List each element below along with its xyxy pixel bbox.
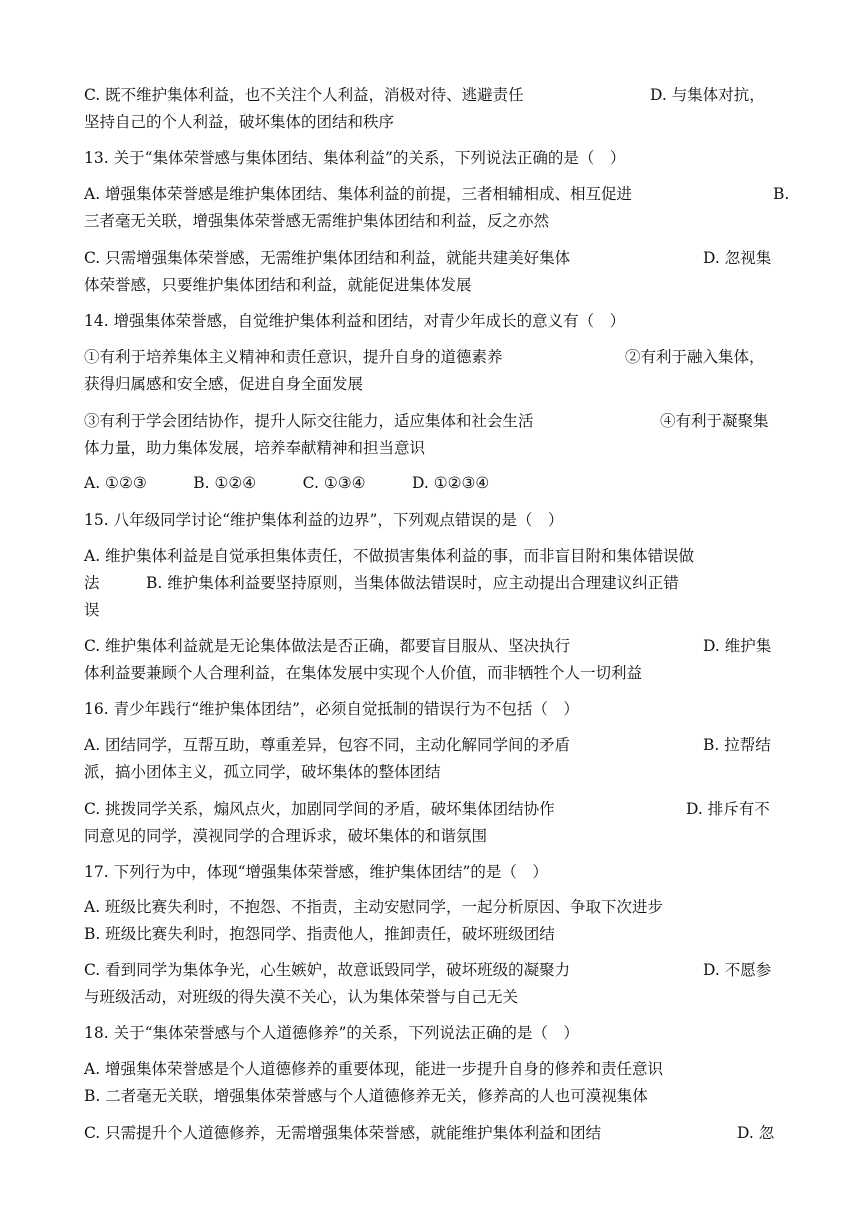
text-line: 体利益要兼顾个人合理利益，在集体发展中实现个人价值，而非牺牲个人一切利益 xyxy=(84,664,643,682)
text-line: 体荣誉感，只要维护集体团结和利益，就能促进集体发展 xyxy=(84,276,472,294)
question-15: 15. 八年级同学讨论“维护集体利益的边界”，下列观点错误的是（ ） xyxy=(84,511,564,529)
text-line: C. 维护集体利益就是无论集体做法是否正确，都要盲目服从、坚决执行 xyxy=(84,637,571,655)
text-line: B. 班级比赛失利时，抱怨同学、指责他人，推卸责任，破坏班级团结 xyxy=(84,925,555,943)
statement-2-fragment: ②有利于融入集体， xyxy=(625,348,765,366)
text-line: B. 二者毫无关联，增强集体荣誉感与个人道德修养无关，修养高的人也可漠视集体 xyxy=(84,1087,648,1105)
text-line: C. 只需增强集体荣誉感，无需维护集体团结和利益，就能共建美好集体 xyxy=(84,249,571,267)
option-d-fragment: D. 忽 xyxy=(737,1124,775,1142)
text-line: C. 只需提升个人道德修养，无需增强集体荣誉感，就能维护集体利益和团结 xyxy=(84,1124,602,1142)
option-b-fragment: B. 拉帮结 xyxy=(703,736,771,754)
statement-4-fragment: ④有利于凝聚集 xyxy=(660,412,769,430)
text-line: C. 挑拨同学关系，煽风点火，加剧同学间的矛盾，破坏集体团结协作 xyxy=(84,800,555,818)
text-line: 获得归属感和安全感，促进自身全面发展 xyxy=(84,375,364,393)
text-line: 派，搞小团体主义，孤立同学，破坏集体的整体团结 xyxy=(84,763,441,781)
question-14: 14. 增强集体荣誉感，自觉维护集体利益和团结，对青少年成长的意义有（ ） xyxy=(84,312,626,330)
text-line: A. 团结同学，互帮互助，尊重差异，包容不同，主动化解同学间的矛盾 xyxy=(84,736,571,754)
question-13: 13. 关于“集体荣誉感与集体团结、集体利益”的关系，下列说法正确的是（ ） xyxy=(84,149,626,167)
text-line: A. 增强集体荣誉感是维护集体团结、集体利益的前提，三者相辅相成、相互促进 xyxy=(84,185,633,203)
option-d-fragment: D. 忽视集 xyxy=(703,249,772,267)
text-line: 坚持自己的个人利益，破坏集体的团结和秩序 xyxy=(84,113,395,131)
text-line: A. 维护集体利益是自觉承担集体责任，不做损害集体利益的事，而非盲目附和集体错误做 xyxy=(84,547,695,565)
option-d-fragment: D. 不愿参 xyxy=(703,961,772,979)
text-line: ③有利于学会团结协作，提升人际交往能力，适应集体和社会生活 xyxy=(84,412,534,430)
text-line: 与班级活动，对班级的得失漠不关心，认为集体荣誉与自己无关 xyxy=(84,988,519,1006)
text-line: C. 既不维护集体利益，也不关注个人利益，消极对待、逃避责任 xyxy=(84,86,524,104)
text-line: C. 看到同学为集体争光，心生嫉妒，故意诋毁同学，破坏班级的凝聚力 xyxy=(84,961,571,979)
text-line: 误 xyxy=(84,601,100,619)
question-16: 16. 青少年践行“维护集体团结”，必须自觉抵制的错误行为不包括（ ） xyxy=(84,700,579,718)
text-line: ①有利于培养集体主义精神和责任意识，提升自身的道德素养 xyxy=(84,348,503,366)
text-line: 法 B. 维护集体利益要坚持原则，当集体做法错误时，应主动提出合理建议纠正错 xyxy=(84,574,679,592)
option-d-fragment: D. 维护集 xyxy=(703,637,772,655)
option-d-fragment: D. 与集体对抗， xyxy=(650,86,765,104)
text-line: A. 增强集体荣誉感是个人道德修养的重要体现，能进一步提升自身的修养和责任意识 xyxy=(84,1060,664,1078)
text-line: 体力量，助力集体发展，培养奉献精神和担当意识 xyxy=(84,439,426,457)
text-line: 同意见的同学，漠视同学的合理诉求，破坏集体的和谐氛围 xyxy=(84,827,488,845)
answer-options: A. ①②③ B. ①②④ C. ①③④ D. ①②③④ xyxy=(84,474,490,492)
text-line: A. 班级比赛失利时，不抱怨、不指责，主动安慰同学，一起分析原因、争取下次进步 xyxy=(84,898,664,916)
text-line: 三者毫无关联，增强集体荣誉感无需维护集体团结和利益，反之亦然 xyxy=(84,212,550,230)
option-d-fragment: D. 排斥有不 xyxy=(686,800,770,818)
question-18: 18. 关于“集体荣誉感与个人道德修养”的关系，下列说法正确的是（ ） xyxy=(84,1024,579,1042)
question-17: 17. 下列行为中，体现“增强集体荣誉感，维护集体团结”的是（ ） xyxy=(84,863,548,881)
option-b-fragment: B. xyxy=(773,185,790,203)
